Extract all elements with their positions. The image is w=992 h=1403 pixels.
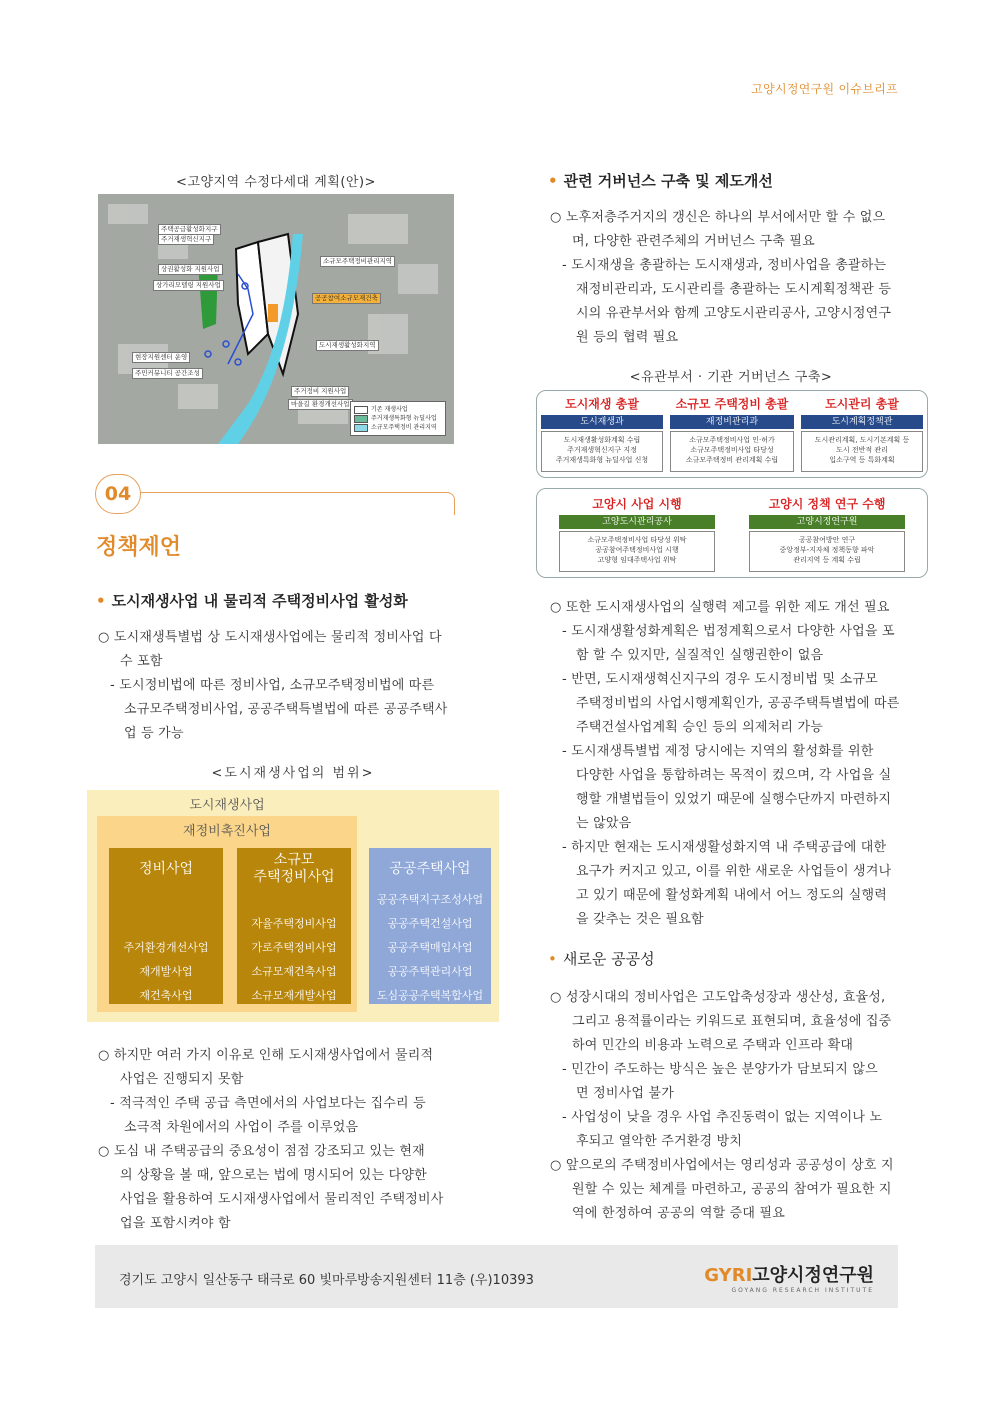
map-label: 상가리모델링 지원사업 <box>153 280 224 291</box>
scope-col-public: 공공주택사업 공공주택지구조성사업 공공주택건설사업 공공주택매입사업 공공주택관리사업 도심공공주택복합사업 <box>369 848 491 1004</box>
brand-header: 고양시정연구원 이슈브리프 <box>751 82 898 96</box>
right-paragraph-3: ○ 성장시대의 정비사업은 고도압축성장과 생산성, 효율성, 그리고 용적률이라는 키워드로 표현되며, 효율성에 집중 하여 민간의 비용과 노력으로 주택과 인프라 확대 - 민간이 주도하는 방식은 높은 분양가가 담보되지 않으 면 정비사업 불가 - 사업성이 낮을 경우 사업 추진동력이 없는 지역이나 노 후되고 열악한 주거환경 방치 ○ 앞으로의 주택정비사업에서는 영리성과 공공성이 상호 지 원할 수 있는 체계를 마련하고, 공공의 참여가 필요한 지 역에 한정하여 공공의 역할 증대 필요 <box>550 990 894 1221</box>
map-image <box>98 194 454 444</box>
map-label: 현장지원센터 운영 <box>132 352 190 363</box>
gov-row-1 <box>536 390 928 478</box>
legend-item <box>354 405 442 414</box>
gov-org-box: 소규모주택정비사업 타당성 위탁 공공참여주택정비사업 시행 고양형 임대주택사업 위탁 <box>559 531 715 572</box>
scope-col-small: 소규모 주택정비사업 자율주택정비사업 가로주택정비사업 소규모재건축사업 소규모재개발사업 <box>237 848 351 1004</box>
gov-org-box: 공공참여방안 연구 중앙정부-지자체 정책동향 파악 관리지역 등 계획 수립 <box>749 531 905 572</box>
gov-dept-box: 도시관리계획, 도시기본계획 등 도시 전반적 관리 입소구역 등 특화계획 <box>801 431 923 472</box>
map-label: 도시재생활성화지역 <box>316 340 379 351</box>
legend-label: 주거재생특화형 뉴딜사업 <box>371 415 437 422</box>
footer <box>95 1245 898 1308</box>
legend-swatch <box>354 415 368 423</box>
legend-swatch <box>354 424 368 432</box>
map-label: 주택공급활성화지구 <box>158 224 221 235</box>
right-heading-public: • 새로운 공공성 <box>548 950 655 968</box>
logo-subtitle: GOYANG RESEARCH INSTITUTE <box>731 1287 874 1294</box>
left-heading: • 도시재생사업 내 물리적 주택정비사업 활성화 <box>96 592 408 610</box>
map-caption: <고양지역 수정다세대 계획(안)> <box>176 175 376 190</box>
map-label: 마을길 환경개선사업 <box>288 399 353 410</box>
gov-head: 소규모 주택정비 총괄 <box>675 397 789 411</box>
section-title: 정책제언 <box>96 535 182 560</box>
right-paragraph-1: ○ 노후저층주거지의 갱신은 하나의 부서에서만 할 수 없으 며, 다양한 관련주체의 거버넌스 구축 필요 - 도시재생을 총괄하는 도시재생과, 정비사업을 총괄하는 재정비관리과, 도시관리를 총괄하는 도시계획정책관 등 시의 유관부서와 함께 고양도시관리공사, 고양시정연구 원 등의 협력 필요 <box>550 210 892 345</box>
scope-col-jeongbi: 정비사업 주거환경개선사업 재개발사업 재건축사업 <box>109 848 223 1004</box>
gov-head: 도시재생 총괄 <box>565 397 639 411</box>
gov-org-bar: 고양도시관리공사 <box>559 515 715 529</box>
map-label: 공공참여소규모재건축 <box>312 293 381 304</box>
gov-head: 고양시 정책 연구 수행 <box>768 497 886 511</box>
gov-head: 도시관리 총괄 <box>825 397 899 411</box>
gov-dept-bar: 도시재생과 <box>541 415 663 429</box>
section-number: 04 <box>95 474 141 514</box>
map-label: 주거재생혁신지구 <box>158 234 214 245</box>
map-label: 상권활성화 지원사업 <box>158 264 223 275</box>
map-label: 주거정비 지원사업 <box>291 386 349 397</box>
legend-label: 소규모주택정비 관리지역 <box>371 424 437 431</box>
gov-row-2 <box>536 488 928 578</box>
map-label: 소규모주택정비관리지역 <box>320 256 395 267</box>
scope-diagram <box>87 790 499 1022</box>
footer-address: 경기도 고양시 일산동구 태극로 60 빛마루방송지원센터 11층 (우)10393 <box>119 1273 534 1288</box>
scope-caption: <도시재생사업의 범위> <box>211 766 375 781</box>
left-paragraph-1: ○ 도시재생특별법 상 도시재생사업에는 물리적 정비사업 다 수 포함 - 도시정비법에 따른 정비사업, 소규모주택정비법에 따른 소규모주택정비사업, 공공주택특별법에 따른 공공주택사 업 등 가능 <box>98 630 448 741</box>
scope-inner-label: 재정비촉진사업 <box>183 824 271 839</box>
legend-label: 기존 재생사업 <box>371 406 408 413</box>
gov-dept-box: 소규모주택정비사업 인·허가 소규모주택정비사업 타당성 소규모주택정비 관리계획 수립 <box>670 431 794 472</box>
scope-outer-label: 도시재생사업 <box>189 798 265 813</box>
logo-mark: GYRI <box>704 1265 753 1286</box>
section-divider <box>140 492 455 515</box>
legend-item <box>354 414 442 423</box>
gov-head: 고양시 사업 시행 <box>592 497 682 511</box>
gov-org-bar: 고양시정연구원 <box>749 515 905 529</box>
left-paragraph-2: ○ 하지만 여러 가지 이유로 인해 도시재생사업에서 물리적 사업은 진행되지 못함 - 적극적인 주택 공급 측면에서의 사업보다는 집수리 등 소극적 차원에서의 사업이 주를 이루었음 ○ 도심 내 주택공급의 중요성이 점점 강조되고 있는 현재 의 상황을 볼 때, 앞으로는 법에 명시되어 있는 다양한 사업을 활용하여 도시재생사업에서 물리적인 주택정비사 업을 포함시켜야 함 <box>98 1048 444 1231</box>
legend-swatch <box>354 406 368 414</box>
map-label: 주민커뮤니티 공간조성 <box>132 368 203 379</box>
gov-dept-bar: 재정비관리과 <box>670 415 794 429</box>
gyri-logo <box>704 1261 874 1294</box>
logo-name: 고양시정연구원 <box>752 1265 874 1286</box>
legend-item <box>354 423 442 432</box>
right-heading-governance: • 관련 거버넌스 구축 및 제도개선 <box>548 172 773 190</box>
right-paragraph-2: ○ 또한 도시재생사업의 실행력 제고를 위한 제도 개선 필요 - 도시재생활성화계획은 법정계획으로서 다양한 사업을 포 함 할 수 있지만, 실질적인 실행권한이 없음 - 반면, 도시재생혁신지구의 경우 도시정비법 및 소규모 주택정비법의 사업시행계획인가, 공공주택특별법에 따른 주택건설사업계획 승인 등의 의제처리 가능 - 도시재생특별법 제정 당시에는 지역의 활성화를 위한 다양한 사업을 통합하려는 목적이 컸으며, 각 사업을 실 행할 개별법들이 있었기 때문에 실행수단까지 마련하지 는 않았음 - 하지만 현재는 도시재생활성화지역 내 주택공급에 대한 요구가 커지고 있고, 이를 위한 새로운 사업들이 생겨나 고 있기 때문에 활성화계획 내에서 어느 정도의 실행력 을 갖추는 것은 필요함 <box>550 600 900 927</box>
map-legend <box>350 401 446 436</box>
gov-caption: <유관부서 · 기관 거버넌스 구축> <box>629 370 833 385</box>
gov-dept-box: 도시재생활성화계획 수립 주거재생혁신지구 지정 주거재생특화형 뉴딜사업 신청 <box>541 431 663 472</box>
gov-dept-bar: 도시계획정책관 <box>801 415 923 429</box>
